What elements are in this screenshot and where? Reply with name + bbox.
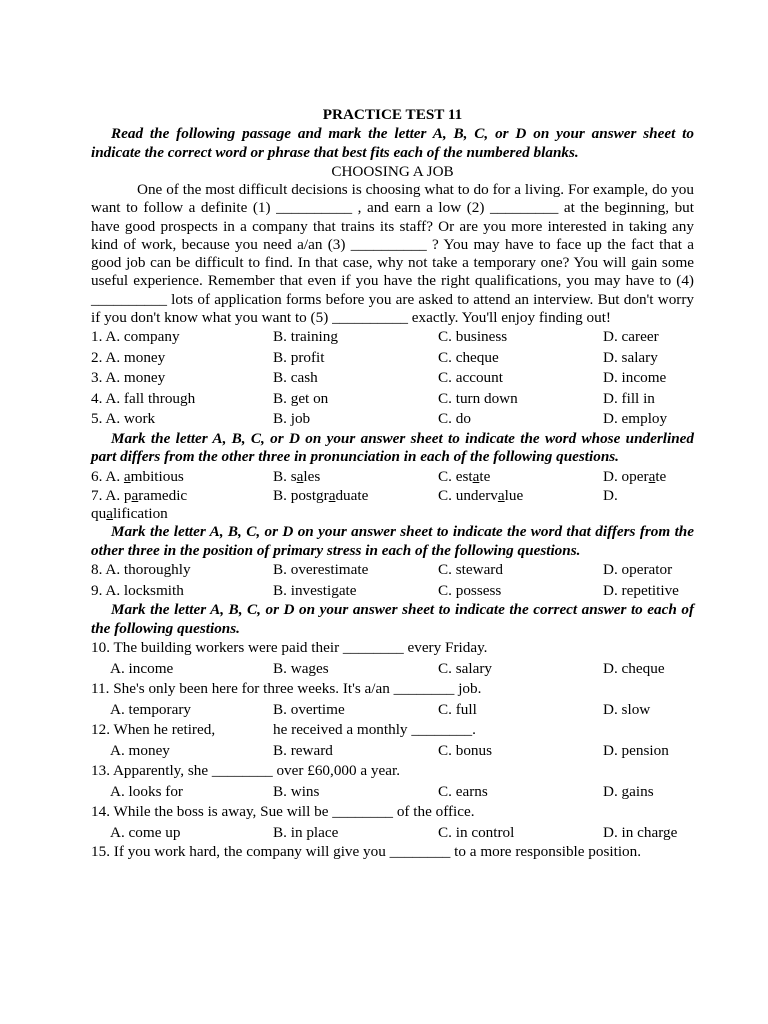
question-row — [91, 467, 694, 488]
option-b: B. wages — [273, 659, 329, 677]
option-d: D. operator — [603, 561, 673, 579]
option-c: C. possess — [438, 581, 502, 599]
question-stem: 13. Apparently, she ________ over £60,000 a year. — [91, 762, 401, 780]
section3-instruction: Mark the letter A, B, C, or D on your answer sheet to indicate the word that differs from the other three in the position of primary stress in each of the following questions. — [91, 523, 694, 559]
question-row — [91, 368, 694, 389]
question-row — [91, 409, 694, 430]
option-d: D. slow — [603, 700, 651, 718]
option-c: C. do — [438, 410, 471, 428]
option-b: B. investigate — [273, 581, 357, 599]
question-row — [91, 487, 694, 523]
option-a: 7. A. paramedic — [91, 487, 188, 505]
option-b: B. get on — [273, 389, 329, 407]
option-c: C. estate — [438, 467, 491, 485]
option-d-label: D. — [603, 487, 618, 505]
option-a: A. money — [110, 741, 170, 759]
option-a: A. looks for — [110, 782, 183, 800]
option-d: D. career — [603, 328, 659, 346]
section1-questions — [91, 327, 694, 430]
section4-instruction: Mark the letter A, B, C, or D on your answer sheet to indicate the correct answer to each of the following questions. — [91, 601, 694, 637]
document-page — [91, 104, 694, 862]
option-d: D. operate — [603, 467, 667, 485]
option-c: C. steward — [438, 561, 503, 579]
option-d: D. employ — [603, 410, 668, 428]
question-row — [91, 560, 694, 581]
option-b: B. profit — [273, 348, 325, 366]
options-row — [91, 782, 694, 803]
option-a: A. come up — [110, 823, 181, 841]
option-c: C. bonus — [438, 741, 493, 759]
passage-text: One of the most difficult decisions is choosing what to do for a living. For example, do you want to follow a definite (1) __________ , and earn a low (2) _________ at the beginning, but have good prospects in a company that trains its staff? Or are you more interested in taking any kind of work, because you need a/an (3) __________ ? You may have to face up the fact that a good job can be difficult to find. In that case, why not take a temporary one? You will gain some useful experience. Remember that even if you have the right qualifications, you may have to (4) __________ lots of application forms before you are asked to attend an interview. But don't worry if you don't know what you want to (5) __________ exactly. You'll enjoy finding out! — [91, 181, 694, 327]
option-a: 9. A. locksmith — [91, 581, 184, 599]
option-a: 5. A. work — [91, 410, 156, 428]
option-a: A. income — [110, 659, 174, 677]
option-c: C. undervalue — [438, 487, 524, 505]
option-a: 8. A. thoroughly — [91, 561, 191, 579]
option-c: C. full — [438, 700, 477, 718]
option-a: A. temporary — [110, 700, 191, 718]
passage-title: CHOOSING A JOB — [331, 163, 454, 180]
question-row — [91, 389, 694, 410]
option-d: D. in charge — [603, 823, 678, 841]
question-row — [91, 581, 694, 602]
option-c: C. cheque — [438, 348, 499, 366]
option-b: B. training — [273, 328, 338, 346]
option-b: B. job — [273, 410, 311, 428]
options-row — [91, 659, 694, 680]
options-row — [91, 741, 694, 762]
option-d: D. pension — [603, 741, 669, 759]
option-b: B. reward — [273, 741, 333, 759]
section1-instruction: Read the following passage and mark the letter A, B, C, or D on your answer sheet to indicate the correct word or phrase that best fits each of the numbered blanks. — [91, 125, 694, 161]
option-b: B. in place — [273, 823, 339, 841]
option-a: 3. A. money — [91, 369, 166, 387]
question-stem: 15. If you work hard, the company will give you ________ to a more responsible position. — [91, 843, 642, 861]
question-stem: 10. The building workers were paid their ________ every Friday. — [91, 639, 488, 657]
option-d: D. cheque — [603, 659, 665, 677]
option-b: B. cash — [273, 369, 318, 387]
option-d: D. salary — [603, 348, 658, 366]
option-b: B. postgraduate — [273, 487, 369, 505]
options-row — [91, 700, 694, 721]
option-a: 4. A. fall through — [91, 389, 196, 407]
options-row — [91, 823, 694, 844]
option-c: C. turn down — [438, 389, 518, 407]
option-d: D. gains — [603, 782, 654, 800]
option-a: 6. A. ambitious — [91, 467, 184, 485]
option-c: C. salary — [438, 659, 492, 677]
option-b: B. overtime — [273, 700, 345, 718]
option-c: C. account — [438, 369, 503, 387]
option-c: C. earns — [438, 782, 488, 800]
page-title: PRACTICE TEST 11 — [322, 106, 463, 123]
question-stem: 11. She's only been here for three weeks. It's a/an ________ job. — [91, 680, 482, 698]
option-a: 2. A. money — [91, 348, 166, 366]
option-c: C. business — [438, 328, 508, 346]
option-b: B. wins — [273, 782, 320, 800]
option-d: D. income — [603, 369, 667, 387]
option-d: D. repetitive — [603, 581, 679, 599]
option-b: B. overestimate — [273, 561, 369, 579]
option-d: D. fill in — [603, 389, 655, 407]
question-stem: 12. When he retired, he received a monthly ________. — [91, 721, 476, 739]
option-a: 1. A. company — [91, 328, 180, 346]
question-stem: 14. While the boss is away, Sue will be ________ of the office. — [91, 803, 475, 821]
option-b: B. sales — [273, 467, 321, 485]
question-row — [91, 327, 694, 348]
question-row — [91, 348, 694, 369]
option-c: C. in control — [438, 823, 515, 841]
option-d: qualification — [91, 505, 168, 523]
section2-instruction: Mark the letter A, B, C, or D on your answer sheet to indicate the word whose underlined part differs from the other three in pronunciation in each of the following questions. — [91, 429, 694, 466]
